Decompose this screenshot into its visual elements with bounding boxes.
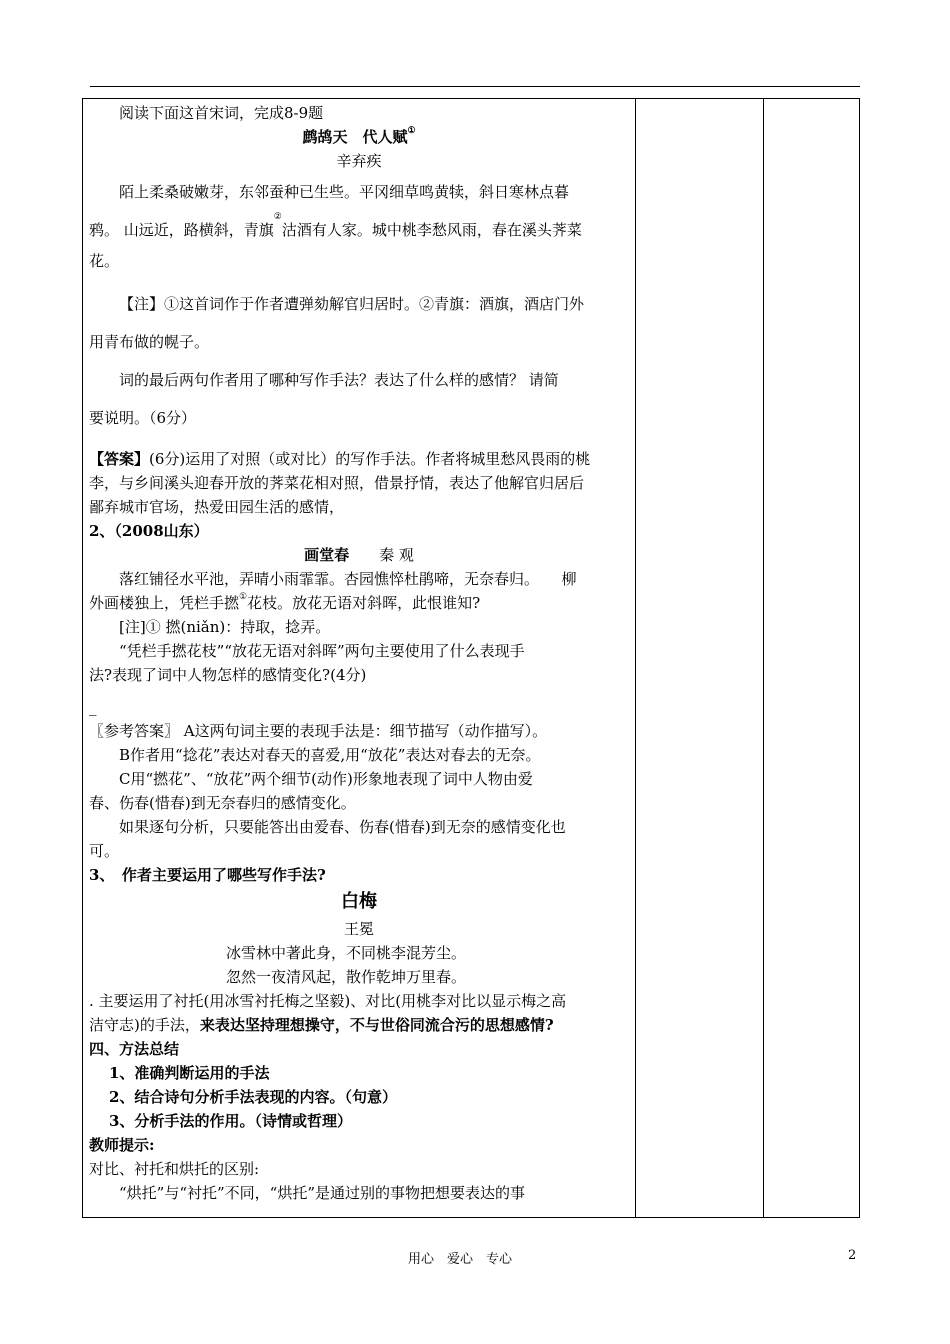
poem1-note-1: 【注】①这首词作于作者遭弹劾解官归居时。②青旗：酒旗，酒店门外 xyxy=(119,295,585,313)
summary-item-1: 1、准确判断运用的手法 xyxy=(109,1064,270,1082)
difference-title: 对比、衬托和烘托的区别: xyxy=(89,1160,260,1178)
poem1-author: 辛弃疾 xyxy=(336,152,382,170)
poem2-title: 画堂春 秦 观 xyxy=(304,546,414,564)
poem1-answer-2: 李，与乡间溪头迎春开放的荠菜花相对照，借景抒情，表达了他解官归居后 xyxy=(89,474,585,492)
poem2-line-2: 外画楼独上，凭栏手撚①花枝。放花无语对斜晖，此恨谁知? xyxy=(89,592,481,612)
poem2-question-2: 法?表现了词中人物怎样的感情变化?(4分) xyxy=(89,666,367,684)
section3-heading: 3、 作者主要运用了哪些写作手法? xyxy=(89,866,326,884)
poem1-note-2: 用青布做的幌子。 xyxy=(89,333,210,351)
poem1-line-1: 陌上柔桑破嫩芽，东邻蚕种已生些。平冈细草鸣黄犊，斜日寒林点暮 xyxy=(119,183,570,201)
poem1-question-2: 要说明。（6分） xyxy=(89,409,197,427)
summary-item-2: 2、结合诗句分析手法表现的内容。（句意） xyxy=(109,1088,397,1106)
header-rule xyxy=(90,86,860,87)
poem1-answer-3: 鄙弃城市官场，热爱田园生活的感情， xyxy=(89,498,345,516)
reference-answer-3: C用“撚花”、“放花”两个细节(动作)形象地表现了词中人物由爱 xyxy=(119,770,533,788)
poem2-line-1: 落红铺径水平池，弄晴小雨霏霏。杏园憔悴杜鹃啼，无奈春归。 柳 xyxy=(119,570,577,588)
poem1-line-3: 花。 xyxy=(89,252,120,270)
poem1-title: 鹧鸪天 代人赋① xyxy=(302,126,416,146)
poem3-author: 王冕 xyxy=(343,920,374,938)
teacher-tip-label: 教师提示: xyxy=(89,1136,155,1154)
poem1-line-2: 鸦。 山远近，路横斜，青旗②沽酒有人家。城中桃李愁风雨，春在溪头荠菜 xyxy=(89,212,582,239)
poem1-answer-1: 【答案】(6分)运用了对照（或对比）的写作手法。作者将城里愁风畏雨的桃 xyxy=(89,450,591,468)
difference-line-1: “烘托”与“衬托”不同，“烘托”是通过别的事物把想要表达的事 xyxy=(119,1184,526,1202)
main-column xyxy=(89,101,629,1205)
poem3-answer-1: . 主要运用了衬托(用冰雪衬托梅之坚毅)、对比(用桃李对比以显示梅之高 xyxy=(89,992,567,1010)
column-divider-1 xyxy=(635,99,636,1217)
reference-answer-4: 春、伤春(惜春)到无奈春归的感情变化。 xyxy=(89,794,356,812)
poem3-title: 白梅 xyxy=(341,891,377,912)
poem2-note: [注]① 撚(niǎn)：持取，捻弄。 xyxy=(119,618,331,636)
reference-answer-6: 可。 xyxy=(89,842,120,860)
summary-item-3: 3、分析手法的作用。（诗情或哲理） xyxy=(109,1112,352,1130)
poem3-verse-1: 冰雪林中著此身，不同桃李混芳尘。 xyxy=(226,944,467,962)
poem2-question-1: “凭栏手撚花枝”“放花无语对斜晖”两句主要使用了什么表现手 xyxy=(119,642,525,660)
poem3-answer-2: 洁守志)的手法，来表达坚持理想操守，不与世俗同流合污的思想感情? xyxy=(89,1016,554,1034)
reference-answer-1: 〖参考答案〗 A这两句词主要的表现手法是：细节描写（动作描写）。 xyxy=(89,722,548,740)
column-divider-2 xyxy=(763,99,764,1217)
intro-text: 阅读下面这首宋词，完成8-9题 xyxy=(119,104,324,122)
section2-heading: 2、（2008山东） xyxy=(89,522,209,540)
lesson-table xyxy=(82,98,860,1218)
page-number: 2 xyxy=(848,1248,857,1263)
section4-heading: 四、方法总结 xyxy=(89,1040,180,1058)
answer-blank: _ xyxy=(89,698,97,716)
reference-answer-5: 如果逐句分析，只要能答出由爱春、伤春(惜春)到无奈的感情变化也 xyxy=(119,818,566,836)
poem1-question-1: 词的最后两句作者用了哪种写作手法？表达了什么样的感情？ 请简 xyxy=(119,371,559,389)
poem3-verse-2: 忽然一夜清风起，散作乾坤万里春。 xyxy=(226,968,467,986)
reference-answer-2: B作者用“捻花”表达对春天的喜爱,用“放花”表达对春去的无奈。 xyxy=(119,746,541,764)
footer-motto: 用心 爱心 专心 xyxy=(408,1252,513,1267)
